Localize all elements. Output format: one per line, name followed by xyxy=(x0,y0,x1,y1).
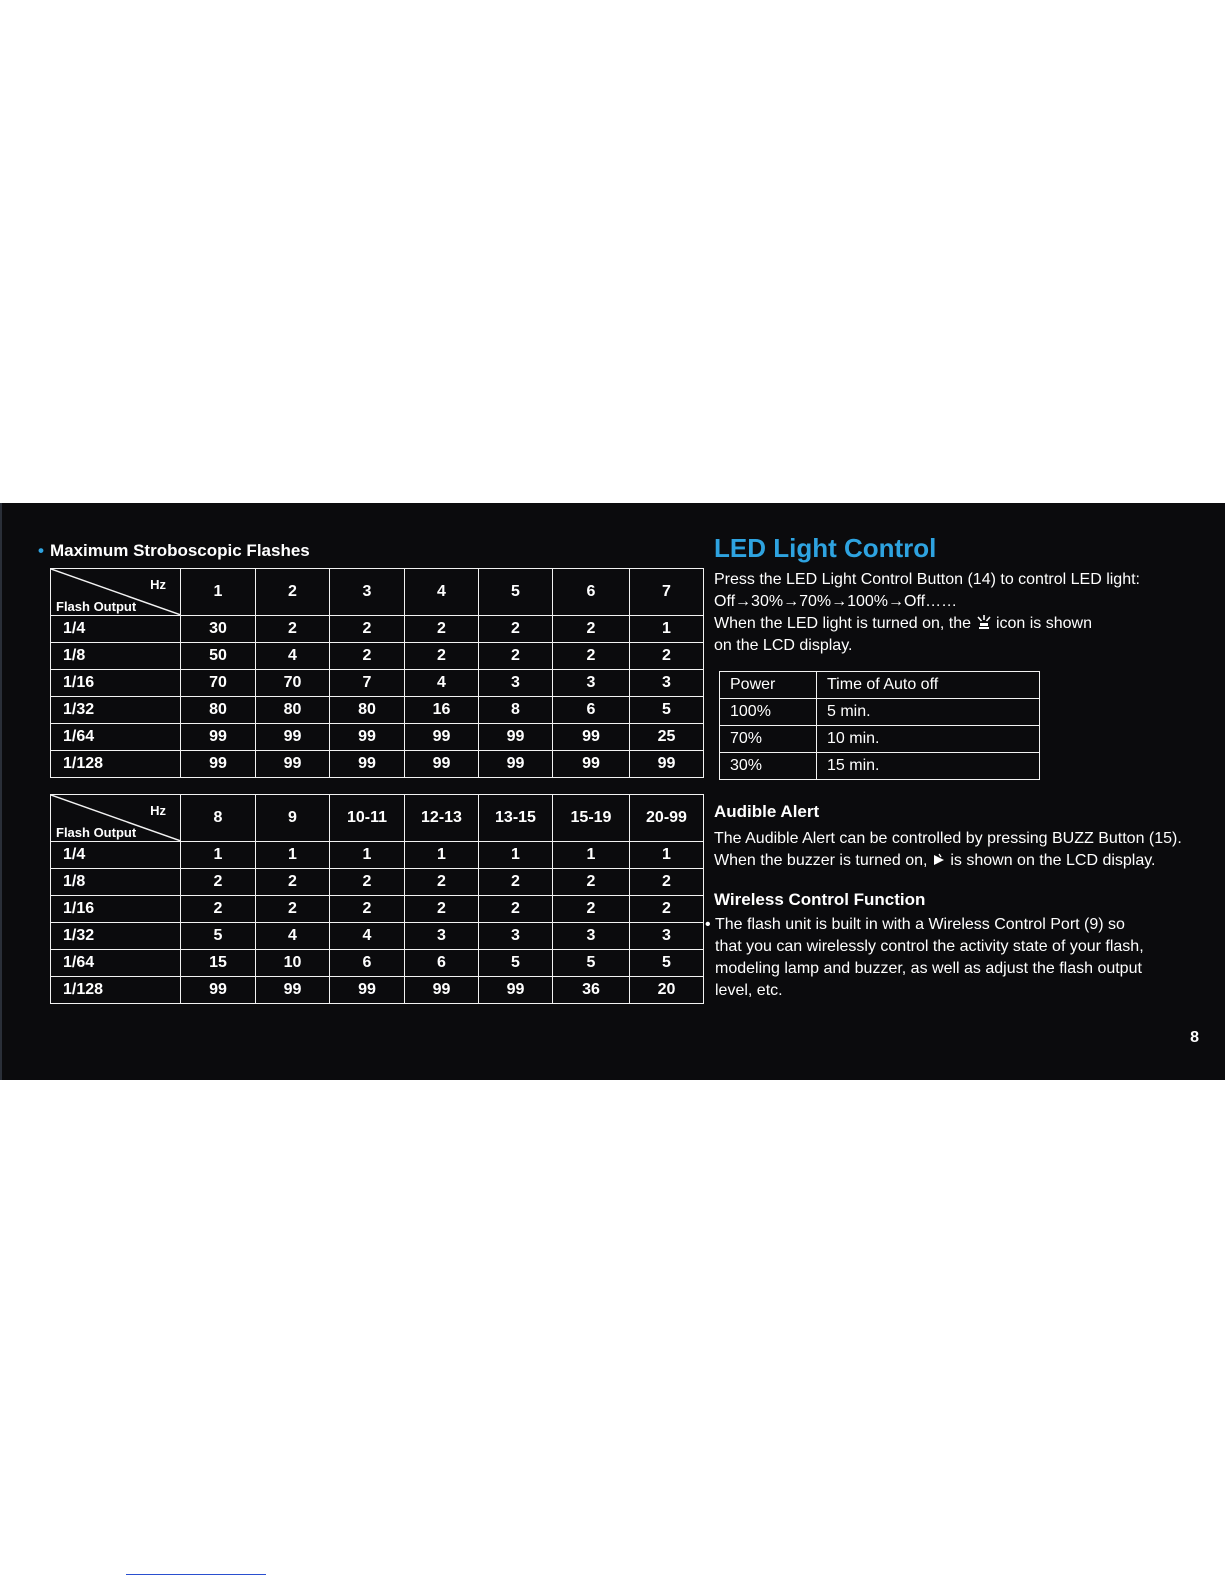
audible-text xyxy=(714,828,1204,872)
audible-text-after: is shown on the LCD display. xyxy=(950,852,1156,869)
flash-output-cell: 1/4 xyxy=(51,842,181,869)
led-icon-text-before: When the LED light is turned on, the xyxy=(714,615,972,632)
table-row xyxy=(51,842,704,869)
flash-count-cell: 1 xyxy=(630,616,704,643)
flash-count-cell: 2 xyxy=(330,643,405,670)
table-row xyxy=(51,869,704,896)
flash-count-cell: 6 xyxy=(405,950,479,977)
flash-count-cell: 99 xyxy=(630,751,704,778)
table-row xyxy=(720,699,1040,726)
flash-count-cell: 99 xyxy=(405,751,479,778)
wireless-text-body: The flash unit is built in with a Wireless Control Port (9) so that you can wirelessly control the activity state of your flash, modeling lamp and buzzer, as well as adjust the flash output level, etc. xyxy=(715,916,1144,999)
hz-header: 5 xyxy=(479,569,553,616)
flash-count-cell: 2 xyxy=(405,616,479,643)
flash-count-cell: 3 xyxy=(630,923,704,950)
flash-count-cell: 20 xyxy=(630,977,704,1004)
flash-count-cell: 70 xyxy=(256,670,330,697)
flash-count-cell: 2 xyxy=(405,869,479,896)
flash-count-cell: 2 xyxy=(553,616,630,643)
flash-output-cell: 1/128 xyxy=(51,751,181,778)
table-row xyxy=(51,977,704,1004)
manual-page-panel xyxy=(0,503,1225,1080)
flash-count-cell: 99 xyxy=(256,724,330,751)
flash-count-cell: 2 xyxy=(256,616,330,643)
hz-header: 1 xyxy=(181,569,256,616)
audible-title: Audible Alert xyxy=(714,802,820,821)
hz-header: 15-19 xyxy=(553,795,630,842)
wireless-text xyxy=(705,914,1145,1002)
flash-output-cell: 1/8 xyxy=(51,643,181,670)
flash-count-cell: 30 xyxy=(181,616,256,643)
right-column xyxy=(705,531,1204,1002)
flash-count-cell: 99 xyxy=(330,977,405,1004)
flash-count-cell: 15 xyxy=(181,950,256,977)
flash-count-cell: 5 xyxy=(630,697,704,724)
flash-count-cell: 4 xyxy=(405,670,479,697)
flash-count-cell: 99 xyxy=(181,751,256,778)
flash-output-cell: 1/128 xyxy=(51,977,181,1004)
flash-count-cell: 2 xyxy=(479,616,553,643)
flash-count-cell: 99 xyxy=(553,724,630,751)
auto-off-cell: 15 min. xyxy=(817,753,1040,780)
led-section-title: LED Light Control xyxy=(714,533,937,563)
flash-count-cell: 4 xyxy=(256,643,330,670)
bullet-icon: • xyxy=(705,916,711,933)
flash-count-cell: 99 xyxy=(405,724,479,751)
flash-count-cell: 7 xyxy=(330,670,405,697)
flash-count-cell: 99 xyxy=(256,751,330,778)
hz-header: 4 xyxy=(405,569,479,616)
flash-count-cell: 8 xyxy=(479,697,553,724)
led-icon-text-after: icon is shown xyxy=(995,615,1092,632)
hz-header: 8 xyxy=(181,795,256,842)
power-table xyxy=(719,671,1040,780)
flash-count-cell: 2 xyxy=(405,896,479,923)
flash-count-cell: 2 xyxy=(181,896,256,923)
strobe-table-1 xyxy=(50,568,704,778)
flash-count-cell: 5 xyxy=(181,923,256,950)
power-cell: 30% xyxy=(720,753,817,780)
flash-output-cell: 1/32 xyxy=(51,697,181,724)
audible-text-before: The Audible Alert can be controlled by pressing BUZZ Button (15). When the buzzer is turned on, xyxy=(714,830,1182,869)
flash-count-cell: 50 xyxy=(181,643,256,670)
table-row xyxy=(51,670,704,697)
flash-count-cell: 1 xyxy=(330,842,405,869)
flash-count-cell: 99 xyxy=(479,724,553,751)
flash-count-cell: 2 xyxy=(256,896,330,923)
flash-output-cell: 1/32 xyxy=(51,923,181,950)
flash-count-cell: 25 xyxy=(630,724,704,751)
power-header: Power xyxy=(720,672,817,699)
flash-count-cell: 36 xyxy=(553,977,630,1004)
hz-header: 20-99 xyxy=(630,795,704,842)
flash-output-cell: 1/64 xyxy=(51,950,181,977)
flash-count-cell: 80 xyxy=(256,697,330,724)
flash-count-cell: 5 xyxy=(553,950,630,977)
auto-off-cell: 10 min. xyxy=(817,726,1040,753)
table-row xyxy=(51,923,704,950)
hz-header: 3 xyxy=(330,569,405,616)
flash-count-cell: 1 xyxy=(405,842,479,869)
flash-count-cell: 99 xyxy=(330,751,405,778)
flash-output-cell: 1/8 xyxy=(51,869,181,896)
flash-output-cell: 1/4 xyxy=(51,616,181,643)
flash-count-cell: 2 xyxy=(479,869,553,896)
hz-label: Hz xyxy=(150,577,166,592)
hz-header: 13-15 xyxy=(479,795,553,842)
flash-count-cell: 6 xyxy=(330,950,405,977)
flash-count-cell: 1 xyxy=(479,842,553,869)
flash-count-cell: 3 xyxy=(405,923,479,950)
flash-count-cell: 2 xyxy=(630,643,704,670)
table-row xyxy=(51,697,704,724)
strobe-title-text: Maximum Stroboscopic Flashes xyxy=(49,541,310,560)
page-number: 8 xyxy=(1190,1029,1199,1046)
flash-count-cell: 3 xyxy=(553,670,630,697)
table-row xyxy=(51,950,704,977)
bottom-link-underline xyxy=(126,1574,266,1575)
flash-count-cell: 80 xyxy=(330,697,405,724)
flash-count-cell: 99 xyxy=(479,977,553,1004)
flash-count-cell: 99 xyxy=(479,751,553,778)
led-sequence: Off→30%→70%→100%→Off…… xyxy=(714,593,958,610)
flash-output-label: Flash Output xyxy=(56,599,137,614)
hz-header: 12-13 xyxy=(405,795,479,842)
flash-count-cell: 99 xyxy=(181,724,256,751)
flash-count-cell: 99 xyxy=(330,724,405,751)
flash-count-cell: 4 xyxy=(330,923,405,950)
flash-count-cell: 3 xyxy=(479,923,553,950)
flash-count-cell: 2 xyxy=(256,869,330,896)
flash-count-cell: 99 xyxy=(256,977,330,1004)
led-icon-text-line2: on the LCD display. xyxy=(714,637,853,654)
table-row xyxy=(51,896,704,923)
flash-count-cell: 2 xyxy=(553,896,630,923)
hz-header: 7 xyxy=(630,569,704,616)
flash-count-cell: 2 xyxy=(630,896,704,923)
table-row xyxy=(51,751,704,778)
strobe-table-2 xyxy=(50,794,704,1004)
flash-count-cell: 80 xyxy=(181,697,256,724)
flash-count-cell: 2 xyxy=(479,896,553,923)
flash-count-cell: 2 xyxy=(553,643,630,670)
flash-count-cell: 2 xyxy=(330,869,405,896)
flash-count-cell: 2 xyxy=(181,869,256,896)
flash-output-cell: 1/16 xyxy=(51,670,181,697)
flash-count-cell: 99 xyxy=(405,977,479,1004)
auto-off-cell: 5 min. xyxy=(817,699,1040,726)
flash-count-cell: 4 xyxy=(256,923,330,950)
flash-count-cell: 10 xyxy=(256,950,330,977)
flash-count-cell: 16 xyxy=(405,697,479,724)
hz-header: 2 xyxy=(256,569,330,616)
led-intro-text: Press the LED Light Control Button (14) to control LED light: xyxy=(714,571,1140,588)
table-corner-header xyxy=(51,569,181,616)
table-row xyxy=(51,616,704,643)
flash-count-cell: 2 xyxy=(553,869,630,896)
table-corner-header xyxy=(51,795,181,842)
flash-count-cell: 2 xyxy=(330,616,405,643)
hz-header: 6 xyxy=(553,569,630,616)
led-intro xyxy=(714,569,1204,657)
power-table-header xyxy=(720,672,1040,699)
flash-count-cell: 99 xyxy=(181,977,256,1004)
strobe-section-title xyxy=(38,541,310,561)
auto-off-header: Time of Auto off xyxy=(817,672,1040,699)
flash-count-cell: 70 xyxy=(181,670,256,697)
flash-count-cell: 5 xyxy=(479,950,553,977)
lamp-icon xyxy=(976,614,992,630)
table-row xyxy=(720,753,1040,780)
flash-count-cell: 2 xyxy=(330,896,405,923)
flash-count-cell: 3 xyxy=(630,670,704,697)
flash-count-cell: 1 xyxy=(256,842,330,869)
flash-output-label: Flash Output xyxy=(56,825,137,840)
table-row xyxy=(51,724,704,751)
table-row xyxy=(51,643,704,670)
hz-label: Hz xyxy=(150,803,166,818)
power-cell: 100% xyxy=(720,699,817,726)
flash-count-cell: 5 xyxy=(630,950,704,977)
flash-count-cell: 3 xyxy=(479,670,553,697)
hz-header: 9 xyxy=(256,795,330,842)
bullet-icon: • xyxy=(38,541,44,560)
table-row xyxy=(720,726,1040,753)
flash-count-cell: 99 xyxy=(553,751,630,778)
flash-count-cell: 1 xyxy=(630,842,704,869)
flash-count-cell: 2 xyxy=(405,643,479,670)
wireless-title: Wireless Control Function xyxy=(714,890,926,909)
flash-output-cell: 1/64 xyxy=(51,724,181,751)
flash-count-cell: 2 xyxy=(479,643,553,670)
buzzer-icon xyxy=(932,853,946,867)
flash-count-cell: 6 xyxy=(553,697,630,724)
hz-header: 10-11 xyxy=(330,795,405,842)
power-cell: 70% xyxy=(720,726,817,753)
flash-output-cell: 1/16 xyxy=(51,896,181,923)
flash-count-cell: 2 xyxy=(630,869,704,896)
flash-count-cell: 3 xyxy=(553,923,630,950)
flash-count-cell: 1 xyxy=(553,842,630,869)
flash-count-cell: 1 xyxy=(181,842,256,869)
